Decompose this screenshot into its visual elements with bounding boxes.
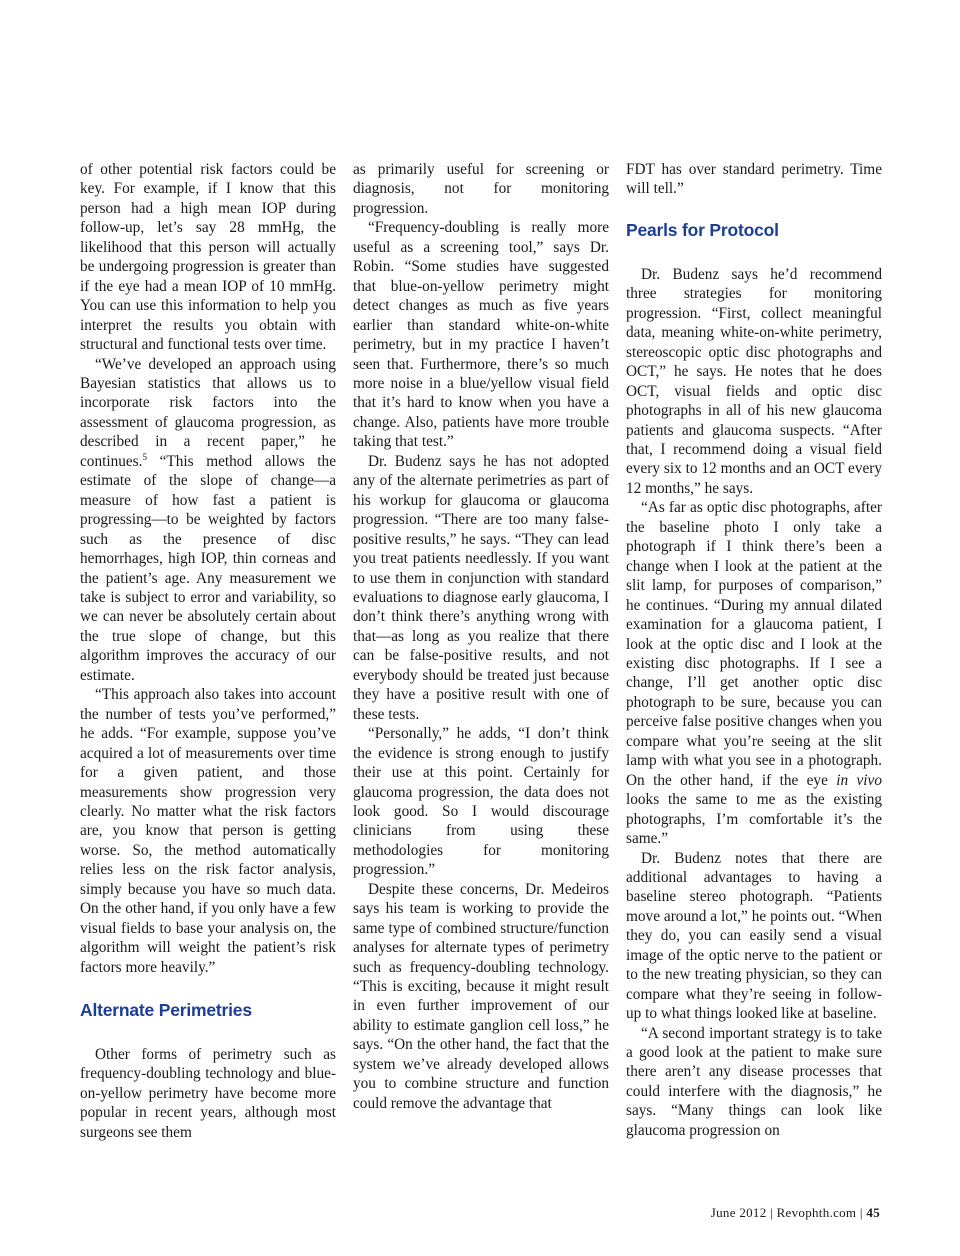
paragraph: “Personally,” he adds, “I don’t think the evidence is strong enough to justify their use at this point. Certainly for glaucoma progression, the data does not look good. So I would discourage clinicians from using these methodologies for monitoring progression.” xyxy=(353,725,609,879)
paragraph: FDT has over standard perimetry. Time will tell.” xyxy=(626,161,882,198)
column-2 xyxy=(353,160,609,1113)
paragraph: Other forms of perimetry such as frequency-doubling technology and blue-on-yellow perimetry have become more popular in recent years, although most surgeons see them xyxy=(80,1046,336,1141)
paragraph xyxy=(80,355,336,686)
paragraph: “A second important strategy is to take a good look at the patient to make sure there aren’t any disease processes that could interfere with the diagnosis,” he says. “Many things can look like glaucoma progression on xyxy=(626,1024,882,1139)
footer-site: Revophth.com xyxy=(776,1205,857,1220)
section-heading-pearls-for-protocol: Pearls for Protocol xyxy=(626,219,779,240)
paragraph-text: “As far as optic disc photographs, after the baseline photo I only take a photograph if I think there’s been a change when I look at the patient at the slit lamp, for purposes of comparison,” he continues. “During my annual dilated examination for a glaucoma patient, I look at the optic disc and I look at the existing disc photographs. If I see a change, I’ll get another optic disc photograph to be sure, because you can perceive false positive changes when you compare what you’re seeing at the slit lamp with what you see in a photograph. On the other hand, if the eye xyxy=(626,499,882,789)
reference-marker: 5 xyxy=(142,451,147,462)
section-heading-alternate-perimetries: Alternate Perimetries xyxy=(80,1000,252,1021)
footer-date: June 2012 xyxy=(710,1205,767,1220)
footer-separator: | xyxy=(770,1205,773,1220)
paragraph: Despite these concerns, Dr. Medeiros says his team is working to provide the same type of combined structure/function analyses for alternate types of perimetry such as frequency-doubling technology. “This is exciting, because it might result in even further improvement of our ability to estimate ganglion cell loss,” he says. “On the other hand, the fact that the system we’ve already developed allows you to combine structure and function could remove the advantage that xyxy=(353,880,609,1112)
column-1 xyxy=(80,160,336,1142)
paragraph: “This approach also takes into account the number of tests you’ve performed,” he adds. “For example, suppose you’ve acquired a lot of measurements over time for a given patient, and those measurements show progression very clearly. No matter what the risk factors are, you know that person is getting worse. So, the method automatically relies less on the risk factor analysis, simply because you have so much data. On the other hand, if you only have a few visual fields to base your analysis on, the algorithm will weight the patient’s risk factors more heavily.” xyxy=(80,686,336,976)
paragraph: “Frequency-doubling is really more useful as a screening tool,” says Dr. Robin. “Some studies have suggested that blue-on-yellow perimetry might detect changes as much as five years earlier than standard white-on-white perimetry, but in my practice I haven’t seen that. Furthermore, there’s so much more noise in a blue/yellow visual field that it’s hard to know when you have a change. Also, patients have more trouble taking that test.” xyxy=(353,219,609,451)
column-3 xyxy=(626,160,882,1140)
italic-text: in vivo xyxy=(836,771,882,789)
page-number: 45 xyxy=(866,1205,880,1220)
paragraph: as primarily useful for screening or diagnosis, not for monitoring progression. xyxy=(353,161,609,217)
paragraph: Dr. Budenz says he’d recommend three strategies for monitoring progression. “First, collect meaningful data, meaning white-on-white perimetry, stereoscopic optic disc photographs and OCT,” he says. He notes that he does OCT, visual fields and optic disc photographs in all of his new glaucoma patients and glaucoma suspects. “After that, I recommend doing a visual field every six to 12 months and an OCT every 12 months,” he says. xyxy=(626,265,882,497)
page-footer xyxy=(711,1205,880,1221)
paragraph: of other potential risk factors could be key. For example, if I know that this person had a high mean IOP during follow-up, let’s say 28 mmHg, the likelihood that this person will actually be undergoing progression is greater than if the eye had a mean IOP of 10 mmHg. You can use this information to help you interpret the results you obtain with structural and functional tests over time. xyxy=(80,161,336,354)
paragraph-text: “This method allows the estimate of the slope of change—a measure of how fast a patient is progressing—to be weighted by factors such as the presence of disc hemorrhages, high IOP, thin corneas and the patient’s age. Any measurement we take is subject to error and variability, so we can never be absolutely certain about the true slope of change, but this algorithm improves the accuracy of our estimate. xyxy=(80,452,336,684)
paragraph-text: looks the same to me as the existing photographs, I’m comfortable it’s the same.” xyxy=(626,791,882,848)
paragraph xyxy=(626,498,882,848)
footer-separator: | xyxy=(859,1205,863,1220)
paragraph: Dr. Budenz notes that there are additional advantages to having a baseline stereo photograph. “Patients move around a lot,” he points out. “When they do, you can easily send a visual image of the optic nerve to the patient or to the new treating physician, so they can compare what they’re seeing in follow-up to what things looked like at baseline. xyxy=(626,849,882,1023)
paragraph-text: “We’ve developed an approach using Bayesian statistics that allows us to incorporate risk factors into the assessment of glaucoma progression, as described in a recent paper,” he continues. xyxy=(80,355,336,470)
paragraph: Dr. Budenz says he has not adopted any of the alternate perimetries as part of his workup for glaucoma or glaucoma progression. “There are too many false-positive results,” he says. “They can lead you treat patients needlessly. If you want to use them in conjunction with standard evaluations to diagnose early glaucoma, I don’t think there’s anything wrong with that—as long as you realize that there can be false-positive results, and not everybody should be treated just because they have a positive result with one of these tests. xyxy=(353,452,609,723)
